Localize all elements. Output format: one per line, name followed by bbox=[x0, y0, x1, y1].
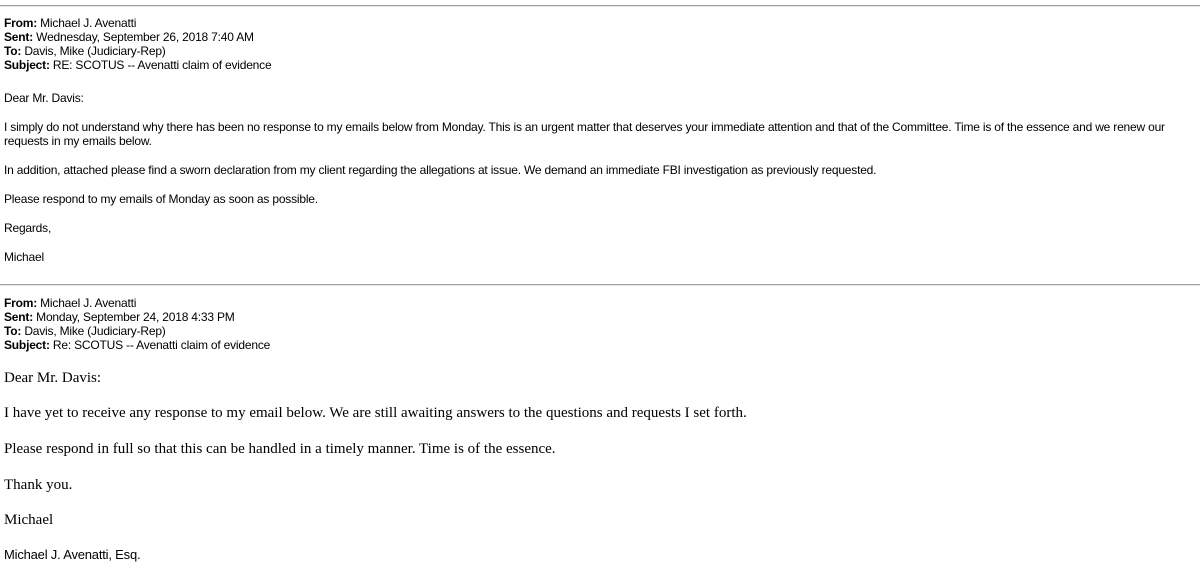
email-1-to-line bbox=[4, 44, 166, 58]
email-2-signature: Michael bbox=[4, 512, 54, 528]
sent-value: Wednesday, September 26, 2018 7:40 AM bbox=[36, 30, 254, 44]
email-2-subject-line bbox=[4, 338, 270, 352]
from-label: From: bbox=[4, 296, 37, 310]
from-value: Michael J. Avenatti bbox=[40, 296, 137, 310]
email-2-paragraph-2: Please respond in full so that this can be handled in a timely manner. Time is of the essence. bbox=[4, 441, 556, 457]
email-2-from-line bbox=[4, 296, 136, 310]
email-1-subject-line bbox=[4, 58, 271, 72]
email-1-paragraph-1: I simply do not understand why there has been no response to my emails below from Monday. This is an urgent matter that deserves your immediate attention and that of the Committee. Time is of the essence and we renew our requests in my emails below. bbox=[4, 120, 1165, 148]
email-1-paragraph-2: In addition, attached please find a sworn declaration from my client regarding the allegations at issue. We demand an immediate FBI investigation as previously requested. bbox=[4, 163, 877, 177]
subject-label: Subject: bbox=[4, 338, 50, 352]
email-1-signature: Michael bbox=[4, 250, 44, 264]
sent-label: Sent: bbox=[4, 30, 34, 44]
email-1-paragraph-3: Please respond to my emails of Monday as soon as possible. bbox=[4, 192, 318, 206]
email-1-from-line bbox=[4, 16, 136, 30]
from-label: From: bbox=[4, 16, 37, 30]
to-label: To: bbox=[4, 44, 22, 58]
subject-value: RE: SCOTUS -- Avenatti claim of evidence bbox=[52, 58, 272, 72]
email-1-greeting: Dear Mr. Davis: bbox=[4, 91, 84, 105]
subject-value: Re: SCOTUS -- Avenatti claim of evidence bbox=[52, 338, 271, 352]
email-1-closing: Regards, bbox=[4, 221, 52, 235]
middle-divider bbox=[0, 284, 1200, 286]
email-2-closing: Thank you. bbox=[4, 477, 73, 493]
from-value: Michael J. Avenatti bbox=[40, 16, 137, 30]
sent-label: Sent: bbox=[4, 310, 34, 324]
email-2-paragraph-1: I have yet to receive any response to my email below. We are still awaiting answers to the questions and requests I set forth. bbox=[4, 405, 747, 421]
to-value: Davis, Mike (Judiciary-Rep) bbox=[24, 324, 166, 338]
email-2-sent-line bbox=[4, 310, 235, 324]
sent-value: Monday, September 24, 2018 4:33 PM bbox=[36, 310, 235, 324]
subject-label: Subject: bbox=[4, 58, 50, 72]
email-1-sent-line bbox=[4, 30, 254, 44]
to-label: To: bbox=[4, 324, 22, 338]
email-2-to-line bbox=[4, 324, 166, 338]
email-2-full-signature: Michael J. Avenatti, Esq. bbox=[4, 547, 141, 562]
top-divider bbox=[0, 5, 1200, 7]
email-2-greeting: Dear Mr. Davis: bbox=[4, 370, 102, 386]
to-value: Davis, Mike (Judiciary-Rep) bbox=[24, 44, 166, 58]
